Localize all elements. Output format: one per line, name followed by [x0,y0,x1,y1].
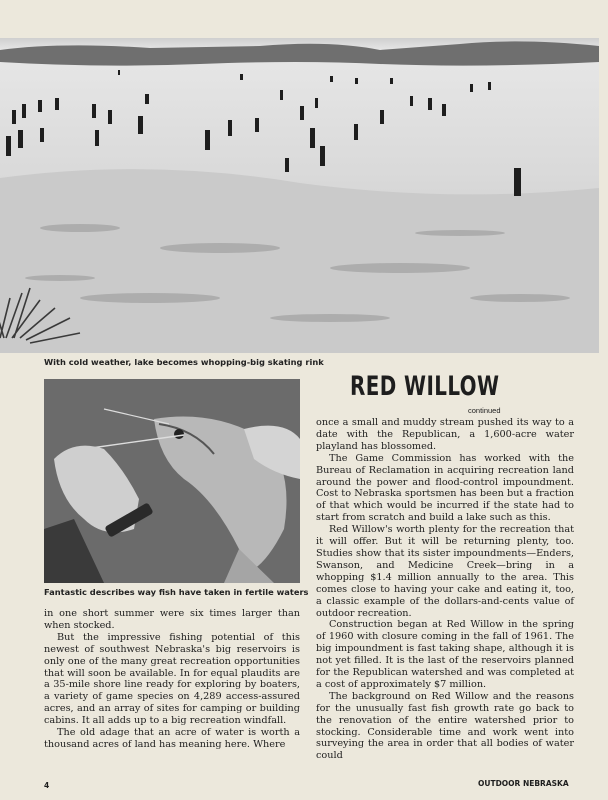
skating-photo-image [0,38,599,353]
continued-label: continued [468,406,501,415]
fish-photo-image [44,379,300,583]
page-number: 4 [44,781,50,790]
fish-photo-caption: Fantastic describes way fish have taken in fertile waters [44,587,309,597]
right-paragraph-3: Red Willow's worth plenty for the recreation that it will offer. But it will be returning plenty, too. Studies show that its sister impoundments—Enders, Swanson, and Medicine Creek—bring in a whopping $1.4 million annually to the area. This comes close to having your cake and eating it, too, a classic example of the dollars-and-cents value of outdoor recreation. [316,524,574,619]
skating-photo-caption: With cold weather, lake becomes whopping-big skating rink [44,357,324,367]
left-paragraph-1: in one short summer were six times larger than when stocked. [44,608,300,631]
right-paragraph-4: Construction began at Red Willow in the spring of 1960 with closure coming in the fall of 1961. The big impoundment is fast taking shape, although it is not yet filled. It is the last of the reservoirs planned for the Republican watershed and was completed at a cost of approximately $7 million. [316,619,574,690]
right-paragraph-5: The background on Red Willow and the reasons for the unusually fast fish growth rate go back to the renovation of the entire watershed prior to stocking. Considerable time and work went into surveying the area in order that all bodies of water could [316,690,574,762]
right-paragraph-2: The Game Commission has worked with the Bureau of Reclamation in acquiring recreation land around the power and flood-control impoundment. Cost to Nebraska sportsmen has been but a fraction of that which would be incurred if the state had to start from scratch and build a lake such as this. [316,452,574,524]
magazine-name: OUTDOOR NEBRASKA [478,779,569,788]
article-title: RED WILLOW [350,371,500,402]
right-column [316,417,574,762]
left-paragraph-2: But the impressive fishing potential of this newest of southwest Nebraska's big reservoirs is only one of the many great recreation opportunities that will soon be available. In for equal plaudits are a 35-mile shore line ready for exploring by boaters, a variety of game species on 4,289 access-assured acres, and an array of sites for camping or building cabins. It all adds up to a big recreation windfall. [44,631,300,727]
right-paragraph-1: once a small and muddy stream pushed its way to a date with the Republican, a 1,600-acre water playland has blossomed. [316,417,574,452]
left-paragraph-3: The old adage that an acre of water is worth a thousand acres of land has meaning here. Where [44,727,300,750]
fish-photo [44,379,300,583]
left-column [44,608,300,751]
skating-photo [0,38,599,353]
